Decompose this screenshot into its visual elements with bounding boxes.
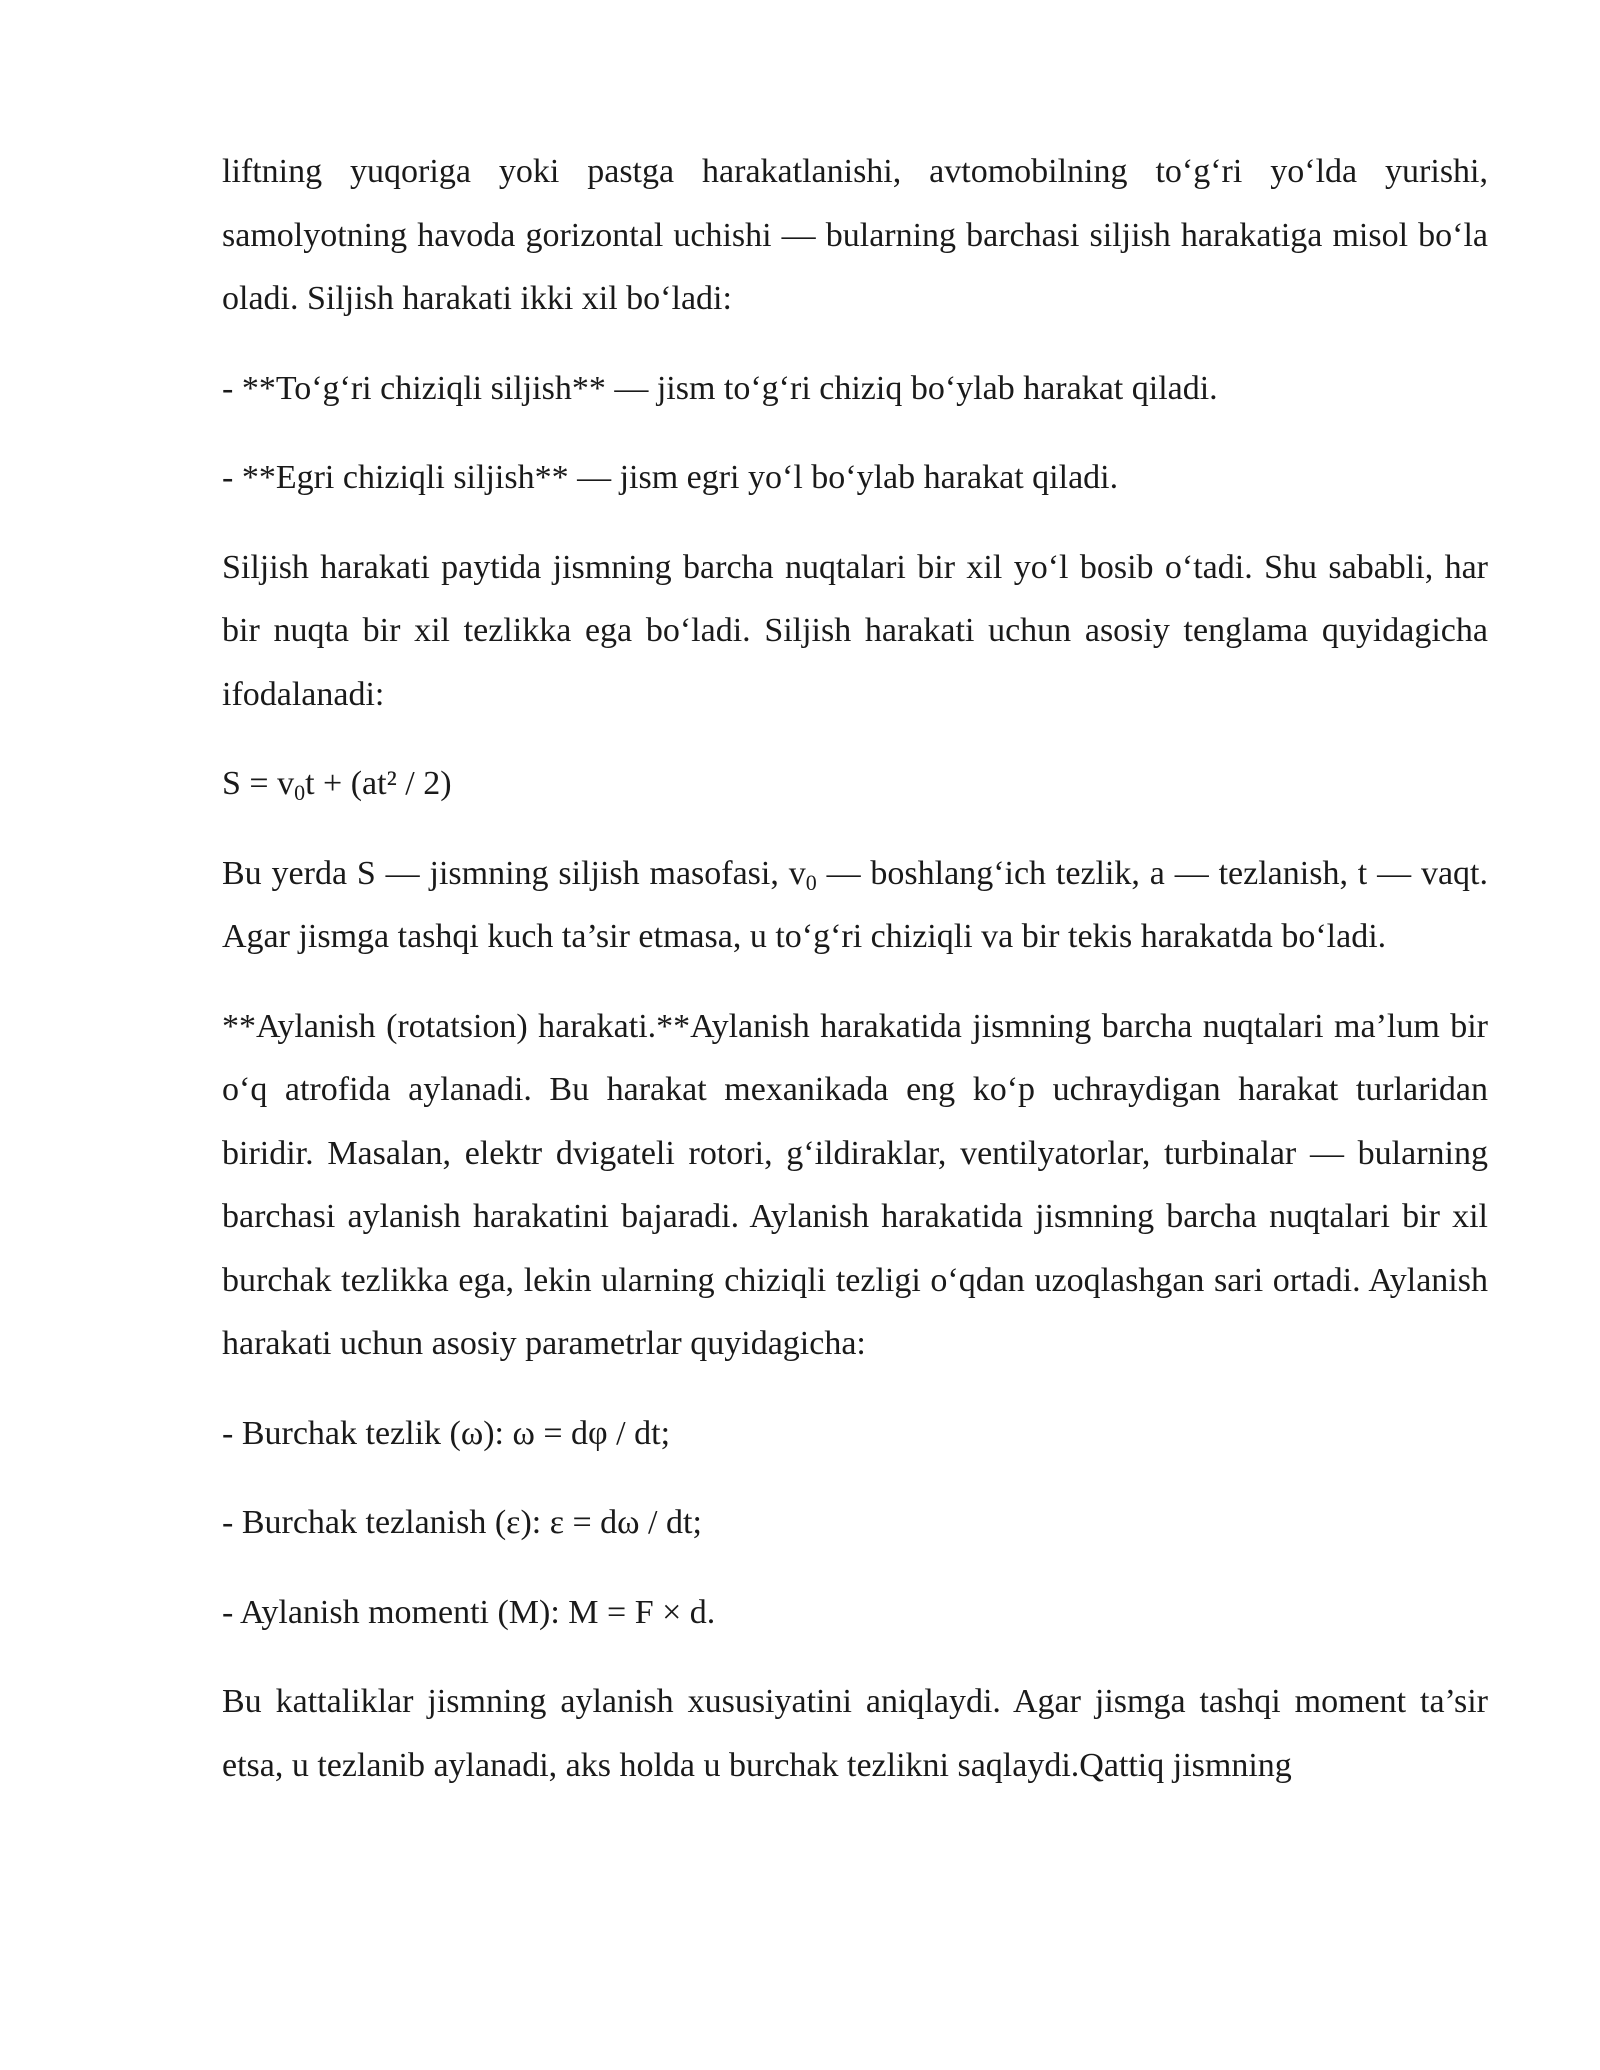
- formula-suffix: t + (at² / 2): [305, 765, 452, 802]
- paragraph-text: Bu yerda S — jismning siljish masofasi, v: [222, 854, 806, 892]
- body-paragraph: **Aylanish (rotatsion) harakati.**Aylanish harakatida jismning barcha nuqtalari ma’lum bir o‘q atrofida aylanadi. Bu harakat mexanikada eng ko‘p uchraydigan harakat turlaridan biridir. Masalan, elektr dvigateli rotori, g‘ildiraklar, ventilyatorlar, turbinalar — bularning barchasi aylanish harakatini bajaradi. Aylanish harakatida jismning barcha nuqtalari bir xil burchak tezlikka ega, lekin ularning chiziqli tezligi o‘qdan uzoqlashgan sari ortadi. Aylanish harakati uchun asosiy parametrlar quyidagicha:: [222, 1007, 1488, 1362]
- list-item: - Burchak tezlik (ω): ω = dφ / dt;: [222, 1414, 671, 1452]
- body-paragraph: [222, 842, 1488, 969]
- displacement-formula: [222, 752, 1488, 816]
- body-paragraph: Siljish harakati paytida jismning barcha nuqtalari bir xil yo‘l bosib o‘tadi. Shu sababli, har bir nuqta bir xil tezlikka ega bo‘ladi. Siljish harakati uchun asosiy tenglama quyidagicha ifodalanadi:: [222, 548, 1488, 713]
- list-item: - Burchak tezlanish (ε): ε = dω / dt;: [222, 1504, 702, 1541]
- formula-subscript: 0: [294, 780, 306, 805]
- list-item: - **Egri chiziqli siljish** — jism egri yo‘l bo‘ylab harakat qiladi.: [222, 459, 1119, 496]
- body-paragraph: liftning yuqoriga yoki pastga harakatlanishi, avtomobilning to‘g‘ri yo‘lda yurishi, samolyotning havoda gorizontal uchishi — bularning barchasi siljish harakatiga misol bo‘la oladi. Siljish harakati ikki xil bo‘ladi:: [222, 153, 1488, 317]
- list-item: - **To‘g‘ri chiziqli siljish** — jism to‘g‘ri chiziq bo‘ylab harakat qiladi.: [222, 369, 1218, 407]
- list-item: - Aylanish momenti (M): M = F × d.: [222, 1593, 716, 1631]
- formula-prefix: S = v: [222, 765, 295, 802]
- velocity-subscript: 0: [805, 869, 817, 895]
- body-paragraph: Bu kattaliklar jismning aylanish xususiyatini aniqlaydi. Agar jismga tashqi moment ta’sir etsa, u tezlanib aylanadi, aks holda u burchak tezlikni saqlaydi.Qattiq jismning: [222, 1683, 1488, 1784]
- paragraph-text: — boshlang‘ich tezlik, a — tezlanish, t — vaqt. Agar jismga tashqi kuch ta’sir etmasa, u to‘g‘ri chiziqli va bir tekis harakatda bo‘ladi.: [222, 854, 1488, 955]
- document-body: [222, 140, 1488, 1823]
